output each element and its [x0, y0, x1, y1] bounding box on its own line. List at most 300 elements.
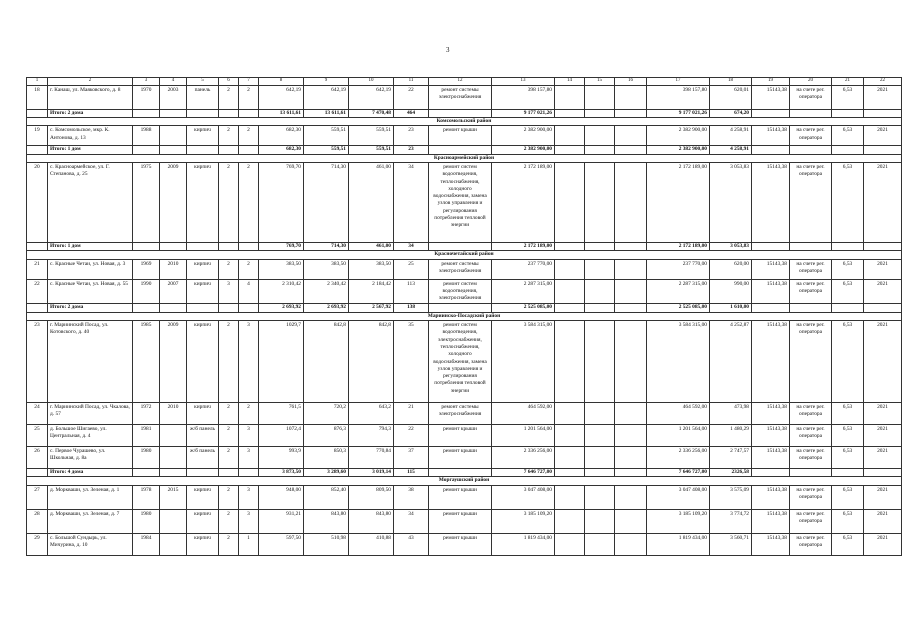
table-cell: кирпич	[187, 279, 219, 304]
table-cell: 15143,38	[752, 162, 790, 242]
empty-cell	[160, 146, 187, 154]
table-cell	[615, 279, 647, 304]
table-cell: на счете рег. оператора	[790, 403, 832, 425]
table-cell: с. Комсомольское, мкр. К. Антонова, д. 13	[48, 126, 133, 146]
table-cell: 6,53	[832, 162, 864, 242]
table-cell: 2 382 900,00	[647, 126, 710, 146]
table-cell	[585, 485, 615, 509]
total-value: 2 382 900,00	[647, 146, 710, 154]
table-cell: 15143,38	[752, 85, 790, 109]
table-cell: 6,53	[832, 279, 864, 304]
table-cell: 6,53	[832, 447, 864, 469]
table-cell	[555, 259, 585, 279]
table-cell	[615, 533, 647, 555]
total-value: 2326,58	[710, 469, 752, 477]
table-row	[27, 533, 902, 555]
district-section-row	[27, 251, 902, 259]
table-cell: 714,30	[304, 162, 349, 242]
table-cell	[615, 425, 647, 447]
table-cell: 876,3	[304, 425, 349, 447]
table-cell: ремонт крыши	[429, 447, 492, 469]
table-cell: 3 774,72	[710, 509, 752, 533]
total-value: 9 177 021,26	[647, 109, 710, 117]
table-cell: 1972	[133, 403, 160, 425]
column-number: 1	[27, 78, 48, 86]
table-cell: 559,51	[349, 126, 394, 146]
empty-cell	[832, 109, 864, 117]
total-label: Итого: 1 дом	[48, 146, 133, 154]
empty-cell	[585, 304, 615, 312]
table-cell: ремонт крыши	[429, 485, 492, 509]
table-cell: 1970	[133, 85, 160, 109]
table-cell: 2	[239, 85, 259, 109]
table-cell: 461,00	[349, 162, 394, 242]
table-cell: 1969	[133, 259, 160, 279]
table-cell: 3 047 408,00	[647, 485, 710, 509]
empty-cell	[160, 304, 187, 312]
total-value: 3 873,50	[259, 469, 304, 477]
table-cell	[585, 321, 615, 403]
total-value: 674,20	[710, 109, 752, 117]
table-cell: 1975	[133, 162, 160, 242]
table-row	[27, 509, 902, 533]
table-cell	[555, 126, 585, 146]
table-cell: 597,50	[259, 533, 304, 555]
total-value: 23	[394, 146, 429, 154]
total-value: 13 611,61	[259, 109, 304, 117]
empty-cell	[615, 109, 647, 117]
district-name: Моргаушский район	[27, 477, 902, 485]
table-cell: 843,80	[349, 509, 394, 533]
total-value: 2 382 900,00	[492, 146, 555, 154]
table-cell	[555, 533, 585, 555]
table-cell: 2	[219, 259, 239, 279]
table-cell	[555, 162, 585, 242]
empty-cell	[615, 469, 647, 477]
table-cell: 1	[239, 533, 259, 555]
table-cell: 2009	[160, 321, 187, 403]
table-cell: 1984	[133, 533, 160, 555]
table-row	[27, 447, 902, 469]
table-cell: 620,01	[710, 85, 752, 109]
empty-cell	[585, 109, 615, 117]
empty-cell	[133, 242, 160, 250]
table-cell	[555, 425, 585, 447]
empty-cell	[219, 109, 239, 117]
column-number: 4	[160, 78, 187, 86]
table-cell: 2 747,57	[710, 447, 752, 469]
table-cell: 15143,38	[752, 126, 790, 146]
total-value: 115	[394, 469, 429, 477]
total-row	[27, 304, 902, 312]
table-cell: 19	[27, 126, 48, 146]
table-cell	[615, 126, 647, 146]
table-cell: 15143,38	[752, 259, 790, 279]
table-cell: 25	[394, 259, 429, 279]
table-cell: 28	[27, 509, 48, 533]
table-cell: 24	[27, 403, 48, 425]
table-cell	[615, 403, 647, 425]
total-value: 1 610,00	[710, 304, 752, 312]
table-cell: ремонт систем водоотведения, электроснабжения, теплоснабжения, холодного водоснабжения, замена узлов управления и регулирования потребления тепловой энергии	[429, 321, 492, 403]
table-cell: на счете рег. оператора	[790, 447, 832, 469]
table-cell: ж/б панель	[187, 425, 219, 447]
total-value: 4 258,91	[710, 146, 752, 154]
table-cell: г. Мариинский Посад, ул. Котовского, д. 40	[48, 321, 133, 403]
column-number: 5	[187, 78, 219, 86]
total-label: Итого: 2 дома	[48, 304, 133, 312]
empty-cell	[219, 304, 239, 312]
table-cell: 2	[239, 162, 259, 242]
total-row	[27, 109, 902, 117]
empty-cell	[615, 146, 647, 154]
table-cell: ремонт крыши	[429, 425, 492, 447]
empty-cell	[752, 304, 790, 312]
table-cell: 6,53	[832, 259, 864, 279]
empty-cell	[239, 146, 259, 154]
total-value: 3 053,83	[710, 242, 752, 250]
table-cell: 3 560,71	[710, 533, 752, 555]
empty-cell	[429, 304, 492, 312]
empty-cell	[555, 109, 585, 117]
column-number: 8	[259, 78, 304, 86]
table-cell: д. Большое Шигаево, ул. Центральная, д. 4	[48, 425, 133, 447]
total-value: 559,51	[349, 146, 394, 154]
table-cell: 761,5	[259, 403, 304, 425]
total-label: Итого: 2 дома	[48, 109, 133, 117]
empty-cell	[615, 242, 647, 250]
table-cell: 2 287 315,00	[492, 279, 555, 304]
column-number: 7	[239, 78, 259, 86]
column-number: 6	[219, 78, 239, 86]
table-cell: 23	[394, 126, 429, 146]
table-cell: 2015	[160, 485, 187, 509]
total-value: 3 019,14	[349, 469, 394, 477]
table-cell: 15143,38	[752, 533, 790, 555]
table-cell: 237 770,00	[647, 259, 710, 279]
table-cell: 1988	[133, 126, 160, 146]
total-value: 9 177 021,26	[492, 109, 555, 117]
empty-cell	[187, 304, 219, 312]
table-cell	[555, 85, 585, 109]
table-cell	[555, 485, 585, 509]
table-cell: 2	[219, 425, 239, 447]
table-cell: 6,53	[832, 425, 864, 447]
column-number: 3	[133, 78, 160, 86]
table-cell	[615, 509, 647, 533]
empty-cell	[790, 109, 832, 117]
table-cell: 642,19	[304, 85, 349, 109]
table-cell: 22	[27, 279, 48, 304]
table-row	[27, 162, 902, 242]
table-cell: 15143,38	[752, 279, 790, 304]
table-cell: 2010	[160, 403, 187, 425]
table-cell: на счете рег. оператора	[790, 509, 832, 533]
table-cell: 2	[219, 85, 239, 109]
table-cell: 4 258,91	[710, 126, 752, 146]
table-cell: 2021	[864, 533, 902, 555]
table-cell: 3 584 315,00	[647, 321, 710, 403]
table-cell: 2 382 900,00	[492, 126, 555, 146]
empty-cell	[752, 109, 790, 117]
table-cell: 3	[239, 509, 259, 533]
table-cell: 642,19	[349, 85, 394, 109]
table-cell: 6,53	[832, 403, 864, 425]
table-cell: на счете рег. оператора	[790, 321, 832, 403]
empty-cell	[585, 469, 615, 477]
empty-cell	[239, 109, 259, 117]
table-cell: 15143,38	[752, 485, 790, 509]
empty-cell	[864, 109, 902, 117]
table-cell: г. Канаш, ул. Маяковского, д. 8	[48, 85, 133, 109]
table-cell: 643,2	[349, 403, 394, 425]
total-value: 682,30	[259, 146, 304, 154]
table-cell: 34	[394, 162, 429, 242]
table-cell: с. Большой Сундырь, ул. Мичурина, д. 10	[48, 533, 133, 555]
table-cell: кирпич	[187, 321, 219, 403]
table-cell: 682,30	[259, 126, 304, 146]
table-cell: 3 185 109,20	[647, 509, 710, 533]
empty-cell	[429, 109, 492, 117]
table-cell: д. Моркваши, ул. Зеленая, д. 1	[48, 485, 133, 509]
table-cell: 6,53	[832, 126, 864, 146]
table-cell: 809,50	[349, 485, 394, 509]
empty-cell	[790, 304, 832, 312]
table-cell: 35	[394, 321, 429, 403]
total-row	[27, 469, 902, 477]
table-cell: 2	[219, 509, 239, 533]
empty-cell	[187, 469, 219, 477]
table-cell: 34	[394, 509, 429, 533]
table-cell: ремонт крыши	[429, 509, 492, 533]
table-cell: 642,19	[259, 85, 304, 109]
table-cell: 473,98	[710, 403, 752, 425]
district-name: Красноармейский район	[27, 154, 902, 162]
table-cell: 20	[27, 162, 48, 242]
table-cell: ремонт систем водоотведения, теплоснабжения, холодного водоснабжения, замена узлов управления и регулирования потребления тепловой энергии	[429, 162, 492, 242]
empty-cell	[585, 242, 615, 250]
table-cell: 3	[219, 279, 239, 304]
table-cell: 948,00	[259, 485, 304, 509]
table-cell: 2021	[864, 509, 902, 533]
table-cell: 2	[219, 403, 239, 425]
empty-cell	[752, 469, 790, 477]
table-cell: 2021	[864, 279, 902, 304]
table-cell: панель	[187, 85, 219, 109]
empty-cell	[219, 242, 239, 250]
district-name: Мариинско-Посадский район	[27, 312, 902, 320]
total-value: 34	[394, 242, 429, 250]
table-cell: кирпич	[187, 162, 219, 242]
table-row	[27, 85, 902, 109]
table-cell: д. Моркваши, ул. Зеленая, д. 7	[48, 509, 133, 533]
column-number: 17	[647, 78, 710, 86]
table-cell: 6,53	[832, 321, 864, 403]
table-cell: 22	[394, 85, 429, 109]
table-cell: 2	[239, 403, 259, 425]
table-cell: 769,70	[259, 162, 304, 242]
empty-cell	[27, 146, 48, 154]
empty-cell	[752, 146, 790, 154]
table-cell: 3	[239, 485, 259, 509]
table-cell: г. Мариинский Посад, ул. Чкалова, д. 57	[48, 403, 133, 425]
table-cell: кирпич	[187, 126, 219, 146]
empty-cell	[790, 242, 832, 250]
total-value: 7 646 727,00	[647, 469, 710, 477]
table-cell: 1978	[133, 485, 160, 509]
table-cell: 15143,38	[752, 321, 790, 403]
empty-cell	[864, 304, 902, 312]
column-number: 18	[710, 78, 752, 86]
table-cell: ремонт крыши	[429, 126, 492, 146]
table-cell: 15143,38	[752, 447, 790, 469]
table-cell: 6,53	[832, 509, 864, 533]
table-cell	[615, 259, 647, 279]
table-cell	[615, 485, 647, 509]
empty-cell	[555, 304, 585, 312]
table-cell: 2 340,42	[304, 279, 349, 304]
table-cell: 15143,38	[752, 425, 790, 447]
table-cell: кирпич	[187, 259, 219, 279]
table-cell: 26	[27, 447, 48, 469]
district-name: Красночетайский район	[27, 251, 902, 259]
table-cell: 843,80	[304, 509, 349, 533]
total-label: Итого: 4 дома	[48, 469, 133, 477]
table-cell	[585, 85, 615, 109]
table-cell: 3 584 315,00	[492, 321, 555, 403]
table-cell: 2 172 189,00	[647, 162, 710, 242]
table-cell: 464 592,00	[647, 403, 710, 425]
table-row	[27, 279, 902, 304]
column-number: 15	[585, 78, 615, 86]
table-cell: 1 819 434,00	[647, 533, 710, 555]
table-cell: 1 201 564,00	[647, 425, 710, 447]
table-row	[27, 403, 902, 425]
empty-cell	[239, 304, 259, 312]
table-cell: 15143,38	[752, 509, 790, 533]
table-cell: кирпич	[187, 533, 219, 555]
empty-cell	[429, 146, 492, 154]
table-cell: ремонт системы электроснабжения	[429, 403, 492, 425]
table-cell: на счете рег. оператора	[790, 162, 832, 242]
table-cell: 2009	[160, 162, 187, 242]
table-cell: 27	[27, 485, 48, 509]
table-cell: 2	[219, 533, 239, 555]
total-value: 2 693,92	[304, 304, 349, 312]
table-cell	[555, 447, 585, 469]
table-cell: на счете рег. оператора	[790, 485, 832, 509]
table-cell: 3 575,09	[710, 485, 752, 509]
table-cell: 21	[394, 403, 429, 425]
total-value: 714,30	[304, 242, 349, 250]
table-cell: 2021	[864, 485, 902, 509]
empty-cell	[133, 146, 160, 154]
table-cell	[585, 533, 615, 555]
table-cell: 1990	[133, 279, 160, 304]
total-value: 464	[394, 109, 429, 117]
empty-cell	[832, 469, 864, 477]
table-cell: 1072,4	[259, 425, 304, 447]
table-cell: 38	[394, 485, 429, 509]
column-number-row	[27, 78, 902, 86]
table-cell: 2	[219, 321, 239, 403]
empty-cell	[555, 146, 585, 154]
table-cell: 2021	[864, 126, 902, 146]
empty-cell	[27, 109, 48, 117]
table-cell	[160, 447, 187, 469]
table-cell: 2010	[160, 259, 187, 279]
capital-repair-table	[26, 77, 902, 556]
table-cell: 6,53	[832, 85, 864, 109]
table-cell: 2	[219, 447, 239, 469]
empty-cell	[832, 304, 864, 312]
column-number: 22	[864, 78, 902, 86]
empty-cell	[160, 469, 187, 477]
empty-cell	[585, 146, 615, 154]
table-cell: 3	[239, 425, 259, 447]
table-cell: 2007	[160, 279, 187, 304]
table-cell: 2	[239, 126, 259, 146]
table-cell: 2003	[160, 85, 187, 109]
total-value: 2 567,92	[349, 304, 394, 312]
table-row	[27, 259, 902, 279]
table-cell: 794,3	[349, 425, 394, 447]
table-cell: 398 157,80	[647, 85, 710, 109]
table-cell: 2021	[864, 403, 902, 425]
table-cell: ремонт системы электроснабжения	[429, 85, 492, 109]
table-cell: 2 336 256,00	[647, 447, 710, 469]
table-cell: 29	[27, 533, 48, 555]
table-cell: 383,50	[259, 259, 304, 279]
total-label: Итого: 1 дом	[48, 242, 133, 250]
empty-cell	[187, 146, 219, 154]
table-cell: 2	[239, 259, 259, 279]
table-cell	[555, 279, 585, 304]
empty-cell	[187, 109, 219, 117]
table-cell: 990,00	[710, 279, 752, 304]
table-cell: на счете рег. оператора	[790, 85, 832, 109]
total-value: 13 611,61	[304, 109, 349, 117]
empty-cell	[219, 146, 239, 154]
column-number: 11	[394, 78, 429, 86]
table-cell: 1 201 564,00	[492, 425, 555, 447]
empty-cell	[27, 469, 48, 477]
empty-cell	[790, 469, 832, 477]
table-cell	[615, 447, 647, 469]
table-cell: 23	[27, 321, 48, 403]
empty-cell	[864, 469, 902, 477]
table-cell	[160, 533, 187, 555]
total-value: 2 525 085,00	[647, 304, 710, 312]
table-cell: 383,50	[349, 259, 394, 279]
column-number: 16	[615, 78, 647, 86]
empty-cell	[133, 109, 160, 117]
table-row	[27, 425, 902, 447]
table-cell: 559,51	[304, 126, 349, 146]
district-section-row	[27, 312, 902, 320]
empty-cell	[160, 242, 187, 250]
table-cell	[585, 279, 615, 304]
district-name: Комсомольский район	[27, 118, 902, 126]
table-cell	[615, 85, 647, 109]
table-cell	[555, 403, 585, 425]
empty-cell	[239, 469, 259, 477]
total-value: 461,00	[349, 242, 394, 250]
total-value: 2 525 085,00	[492, 304, 555, 312]
table-cell: 2021	[864, 321, 902, 403]
empty-cell	[133, 304, 160, 312]
table-cell: 4 252,87	[710, 321, 752, 403]
